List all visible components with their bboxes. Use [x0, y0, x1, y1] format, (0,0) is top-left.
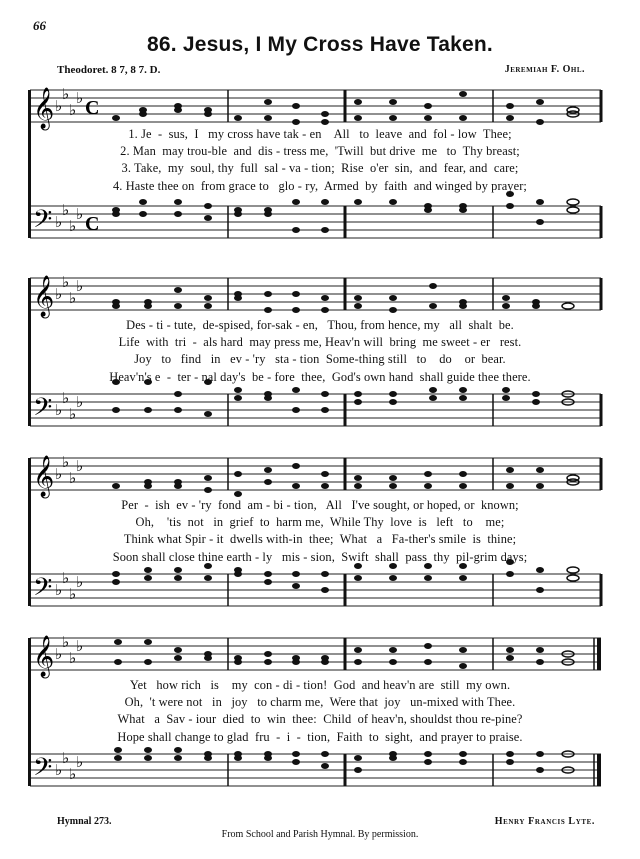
svg-text:♭: ♭: [55, 97, 63, 115]
svg-text:♭: ♭: [62, 273, 70, 291]
lyric-verse-4: Heav'n's e - ter - nal day's be - fore thee, God's own hand shall guide thee there.: [109, 369, 531, 384]
svg-text:♭: ♭: [76, 637, 84, 655]
author-credit: Henry Francis Lyte.: [494, 816, 595, 827]
lyrics-system-4: [0, 677, 640, 746]
svg-text:♭: ♭: [62, 85, 70, 103]
hymn-title: 86. Jesus, I My Cross Have Taken.: [147, 33, 493, 56]
tune-name-meter: Theodoret. 8 7, 8 7. D.: [57, 64, 161, 76]
composer-credit: Jeremiah F. Ohl.: [504, 64, 585, 75]
svg-text:♭: ♭: [55, 213, 63, 231]
svg-text:♭: ♭: [69, 405, 77, 423]
svg-text:♭: ♭: [55, 761, 63, 779]
svg-text:♭: ♭: [55, 465, 63, 483]
treble-clef-icon: 𝄞: [33, 456, 55, 497]
svg-text:♭: ♭: [69, 765, 77, 783]
lyric-verse-3: Think what Spir - it dwells with-in thee; What a Fa-ther's smile is thine;: [123, 532, 517, 547]
lyric-verse-3: 3. Take, my soul, thy full sal - va - tion; Rise o'er sin, and fear, and care;: [121, 161, 519, 176]
lyric-verse-3: What a Sav - iour died to win thee: Child of heav'n, shouldst thou re-pine?: [117, 712, 523, 727]
svg-text:♭: ♭: [69, 469, 77, 487]
permission-note: From School and Parish Hymnal. By permission.: [221, 829, 419, 840]
lyric-verse-2: Oh, 'tis not in grief to harm me, While Thy love is left to me;: [135, 515, 505, 530]
svg-text:♭: ♭: [69, 217, 77, 235]
lyric-verse-4: Soon shall close thine earth - ly mis - sion, Swift shall pass thy pil-grim days;: [112, 549, 528, 564]
lyric-verse-1: Per - ish ev - 'ry fond am - bi - tion, All I've sought, or hoped, or known;: [121, 498, 519, 512]
lyric-verse-1: Yet how rich is my con - di - tion! God and heav'n are still my own.: [129, 678, 511, 692]
svg-text:♭: ♭: [76, 573, 84, 591]
hymnal-reference: Hymnal 273.: [57, 816, 112, 827]
svg-text:♭: ♭: [69, 649, 77, 667]
svg-text:C: C: [85, 213, 100, 235]
bass-clef-icon: 𝄢: [33, 573, 53, 608]
lyric-verse-1: 1. Je - sus, I my cross have tak - en All to leave and fol - low Thee;: [128, 127, 512, 141]
bass-clef-icon: 𝄢: [33, 753, 53, 788]
svg-text:♭: ♭: [62, 201, 70, 219]
svg-text:♭: ♭: [55, 581, 63, 599]
bass-clef-icon: 𝄢: [33, 205, 53, 240]
lyric-verse-2: Oh, 't were not in joy to charm me, Were that joy un-mixed with Thee.: [124, 695, 516, 710]
lyric-verse-1: Des - ti - tute, de-spised, for-sak - en, Thou, from hence, my all shalt be.: [126, 318, 514, 332]
svg-text:♭: ♭: [62, 633, 70, 651]
treble-clef-icon: 𝄞: [33, 276, 55, 317]
svg-text:♭: ♭: [76, 205, 84, 223]
lyric-verse-2: Life with tri - als hard may press me, Heav'n will bring me sweet - er rest.: [118, 335, 522, 350]
svg-text:♭: ♭: [55, 285, 63, 303]
svg-text:♭: ♭: [55, 401, 63, 419]
svg-text:♭: ♭: [76, 393, 84, 411]
bass-clef-icon: 𝄢: [33, 393, 53, 428]
time-signature-common: C: [85, 97, 100, 119]
svg-text:♭: ♭: [69, 289, 77, 307]
svg-text:♭: ♭: [76, 457, 84, 475]
lyric-verse-4: 4. Haste thee on from grace to glo - ry, Armed by faith and winged by prayer;: [113, 178, 527, 193]
svg-text:♭: ♭: [69, 585, 77, 603]
treble-clef-icon: 𝄞: [33, 636, 55, 677]
svg-text:♭: ♭: [55, 645, 63, 663]
page-number: 66: [33, 18, 46, 33]
svg-text:♭: ♭: [76, 277, 84, 295]
svg-text:♭: ♭: [62, 569, 70, 587]
lyric-verse-3: Joy to find in ev - 'ry sta - tion Some-thing still to do or bear.: [134, 352, 506, 367]
lyrics-system-3: [0, 497, 640, 566]
svg-text:♭: ♭: [76, 753, 84, 771]
lyric-verse-2: 2. Man may trou-ble and dis - tress me, 'Twill but drive me to Thy breast;: [120, 144, 520, 159]
treble-clef-icon: 𝄞: [33, 88, 55, 129]
svg-text:♭: ♭: [62, 453, 70, 471]
svg-text:♭: ♭: [62, 389, 70, 407]
svg-text:♭: ♭: [76, 89, 84, 107]
lyric-verse-4: Hope shall change to glad fru - i - tion, Faith to sight, and prayer to praise.: [117, 729, 523, 744]
lyrics-system-1: [0, 126, 640, 195]
lyrics-system-2: [0, 317, 640, 386]
svg-text:♭: ♭: [69, 101, 77, 119]
svg-text:♭: ♭: [62, 749, 70, 767]
